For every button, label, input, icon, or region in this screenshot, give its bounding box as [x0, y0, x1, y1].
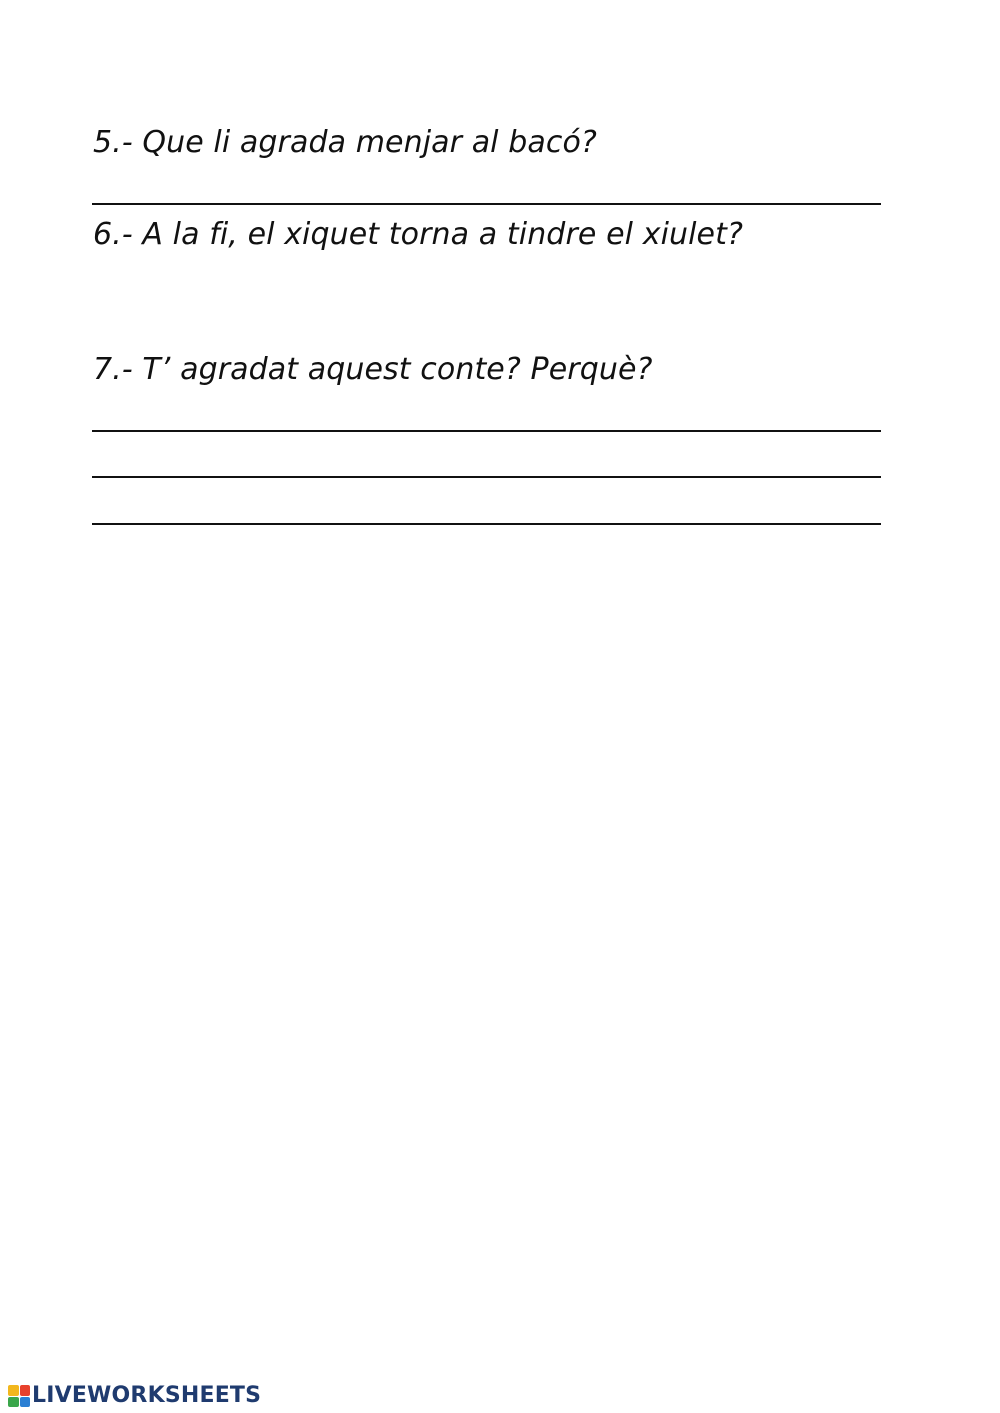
question-6: 6.- A la fi, el xiquet torna a tindre el xiulet? — [93, 217, 743, 252]
logo-mark-tile — [8, 1385, 19, 1396]
logo-mark-tile — [20, 1385, 31, 1396]
logo-text: LIVEWORKSHEETS — [32, 1383, 262, 1408]
logo-mark-tile — [20, 1397, 31, 1408]
answer-line-7c[interactable] — [92, 523, 881, 525]
answer-line-7a[interactable] — [92, 430, 881, 432]
question-5: 5.- Que li agrada menjar al bacó? — [93, 125, 597, 160]
answer-line-7b[interactable] — [92, 476, 881, 478]
logo-mark-tile — [8, 1397, 19, 1408]
liveworksheets-logo-icon — [8, 1385, 30, 1407]
liveworksheets-logo — [8, 1383, 261, 1409]
answer-line-5[interactable] — [92, 203, 881, 205]
question-7: 7.- T’ agradat aquest conte? Perquè? — [93, 352, 653, 387]
